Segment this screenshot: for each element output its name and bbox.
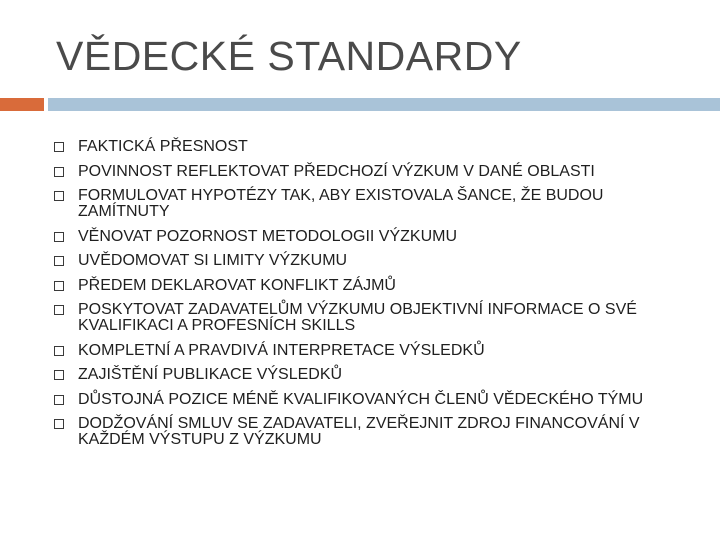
bullet-item [54,392,694,408]
bullet-text: DŮSTOJNÁ POZICE MÉNĚ KVALIFIKOVANÝCH ČLENŮ VĚDECKÉHO TÝMU [78,390,644,408]
bullet-item [54,253,694,269]
bullet-text: POVINNOST REFLEKTOVAT PŘEDCHOZÍ VÝZKUM V DANÉ OBLASTI [78,162,595,180]
square-bullet-icon [54,395,64,405]
bullet-text: PŘEDEM DEKLAROVAT KONFLIKT ZÁJMŮ [78,276,396,294]
square-bullet-icon [54,191,64,201]
bullet-text: POSKYTOVAT ZADAVATELŮM VÝZKUMU OBJEKTIVNÍ INFORMACE O SVÉ KVALIFIKACI A PROFESNÍCH SKILLS [78,301,637,334]
bullet-list [54,139,694,457]
bullet-item [54,164,694,180]
square-bullet-icon [54,256,64,266]
square-bullet-icon [54,232,64,242]
bullet-text: UVĚDOMOVAT SI LIMITY VÝZKUMU [78,252,348,269]
bullet-text: FORMULOVAT HYPOTÉZY TAK, ABY EXISTOVALA ŠANCE, ŽE BUDOU ZAMÍTNUTY [78,187,604,220]
square-bullet-icon [54,370,64,380]
bullet-text: VĚNOVAT POZORNOST METODOLOGII VÝZKUMU [78,227,458,245]
bullet-text: KOMPLETNÍ A PRAVDIVÁ INTERPRETACE VÝSLEDKŮ [78,341,485,359]
bullet-item [54,278,694,294]
square-bullet-icon [54,346,64,356]
square-bullet-icon [54,167,64,177]
bullet-item [54,139,694,155]
square-bullet-icon [54,305,64,315]
bullet-item [54,302,694,334]
bullet-text: DODŽOVÁNÍ SMLUV SE ZADAVATELI, ZVEŘEJNIT ZDROJ FINANCOVÁNÍ V KAŽDÉM VÝSTUPU Z VÝZKUMU [78,415,640,448]
bullet-item [54,229,694,245]
bullet-item [54,367,694,383]
accent-bar [0,98,44,111]
bullet-item [54,343,694,359]
bullet-text: ZAJIŠTĚNÍ PUBLIKACE VÝSLEDKŮ [78,366,343,383]
title-rule-bar [48,98,720,111]
bullet-item [54,416,694,448]
square-bullet-icon [54,281,64,291]
bullet-item [54,188,694,220]
square-bullet-icon [54,419,64,429]
bullet-text: FAKTICKÁ PŘESNOST [78,138,248,155]
slide-title: VĚDECKÉ STANDARDY [56,33,522,79]
square-bullet-icon [54,142,64,152]
